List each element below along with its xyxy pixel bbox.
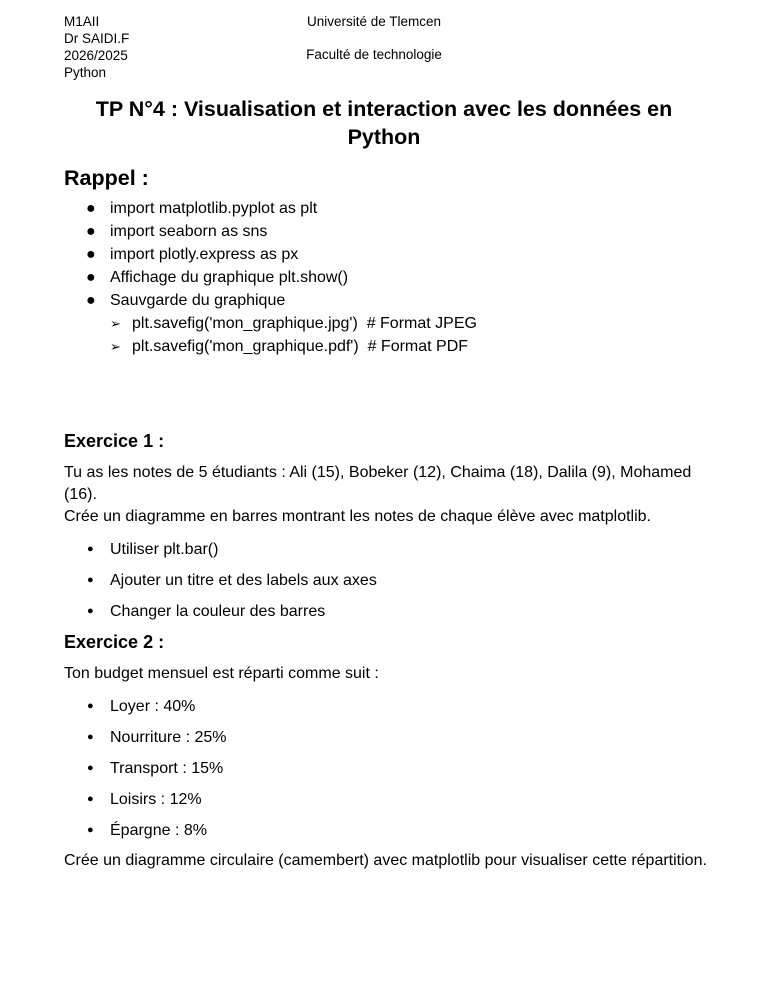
institution-info bbox=[64, 13, 684, 63]
bullet-icon: ● bbox=[87, 700, 94, 712]
exercise1-instruction: Crée un diagramme en barres montrant les notes de chaque élève avec matplotlib. bbox=[64, 508, 651, 525]
list-item: ● Loyer : 40% bbox=[86, 695, 714, 718]
bullet-icon: ● bbox=[86, 223, 96, 240]
bullet-icon: ● bbox=[87, 574, 94, 586]
document-header bbox=[64, 0, 714, 84]
list-item: ● Utiliser plt.bar() bbox=[86, 538, 714, 561]
list-item: ● import seaborn as sns bbox=[86, 220, 714, 243]
list-item: ● Transport : 15% bbox=[86, 757, 714, 780]
exercise2-intro: Ton budget mensuel est réparti comme suit : bbox=[64, 665, 379, 682]
rappel-heading: Rappel : bbox=[64, 166, 149, 190]
bullet-icon: ● bbox=[86, 292, 96, 309]
course-level: M1AII bbox=[64, 14, 100, 29]
exercise2-instruction: Crée un diagramme circulaire (camembert) avec matplotlib pour visualiser cette répartition. bbox=[64, 852, 707, 869]
bullet-icon: ● bbox=[86, 246, 96, 263]
university-name: Université de Tlemcen bbox=[306, 14, 442, 29]
list-item: ● Affichage du graphique plt.show() bbox=[86, 266, 714, 289]
arrow-icon: ➢ bbox=[110, 339, 121, 354]
exercise1-heading: Exercice 1 : bbox=[64, 431, 165, 451]
academic-year: 2026/2025 bbox=[64, 48, 128, 63]
list-item: ● Sauvgarde du graphique ➢ plt.savefig('mon_graphique.jpg') # Format JPEG ➢ plt.savefig('mon_graphique.pdf') # Format PDF bbox=[86, 289, 714, 358]
list-item: ● Nourriture : 25% bbox=[86, 726, 714, 749]
bullet-icon: ● bbox=[87, 793, 94, 805]
bullet-icon: ● bbox=[87, 762, 94, 774]
document-title: TP N°4 : Visualisation et interaction avec les données en Python bbox=[95, 97, 673, 149]
faculty-name: Faculté de technologie bbox=[306, 47, 442, 62]
bullet-icon: ● bbox=[86, 269, 96, 286]
list-item: ● Épargne : 8% bbox=[86, 819, 714, 842]
bullet-icon: ● bbox=[87, 543, 94, 555]
exercise2-heading: Exercice 2 : bbox=[64, 632, 165, 652]
list-item: ● Changer la couleur des barres bbox=[86, 600, 714, 623]
bullet-icon: ● bbox=[87, 731, 94, 743]
exercise1-list bbox=[64, 538, 714, 623]
bullet-icon: ● bbox=[86, 200, 96, 217]
document-page bbox=[64, 0, 714, 872]
save-format-list bbox=[110, 312, 714, 358]
teacher-name: Dr SAIDI.F bbox=[64, 31, 130, 46]
list-item: ● Loisirs : 12% bbox=[86, 788, 714, 811]
course-subject: Python bbox=[64, 65, 107, 80]
budget-list bbox=[64, 695, 714, 842]
rappel-list bbox=[64, 197, 714, 358]
sub-list-item: ➢ plt.savefig('mon_graphique.pdf') # Format PDF bbox=[110, 335, 714, 358]
sub-list-item: ➢ plt.savefig('mon_graphique.jpg') # Format JPEG bbox=[110, 312, 714, 335]
bullet-icon: ● bbox=[87, 605, 94, 617]
list-item: ● import matplotlib.pyplot as plt bbox=[86, 197, 714, 220]
arrow-icon: ➢ bbox=[110, 316, 121, 331]
exercise1-paragraph: Tu as les notes de 5 étudiants : Ali (15), Bobeker (12), Chaima (18), Dalila (9), Mohamed (16). bbox=[64, 464, 692, 503]
bullet-icon: ● bbox=[87, 824, 94, 836]
list-item: ● Ajouter un titre et des labels aux axes bbox=[86, 569, 714, 592]
list-item: ● import plotly.express as px bbox=[86, 243, 714, 266]
